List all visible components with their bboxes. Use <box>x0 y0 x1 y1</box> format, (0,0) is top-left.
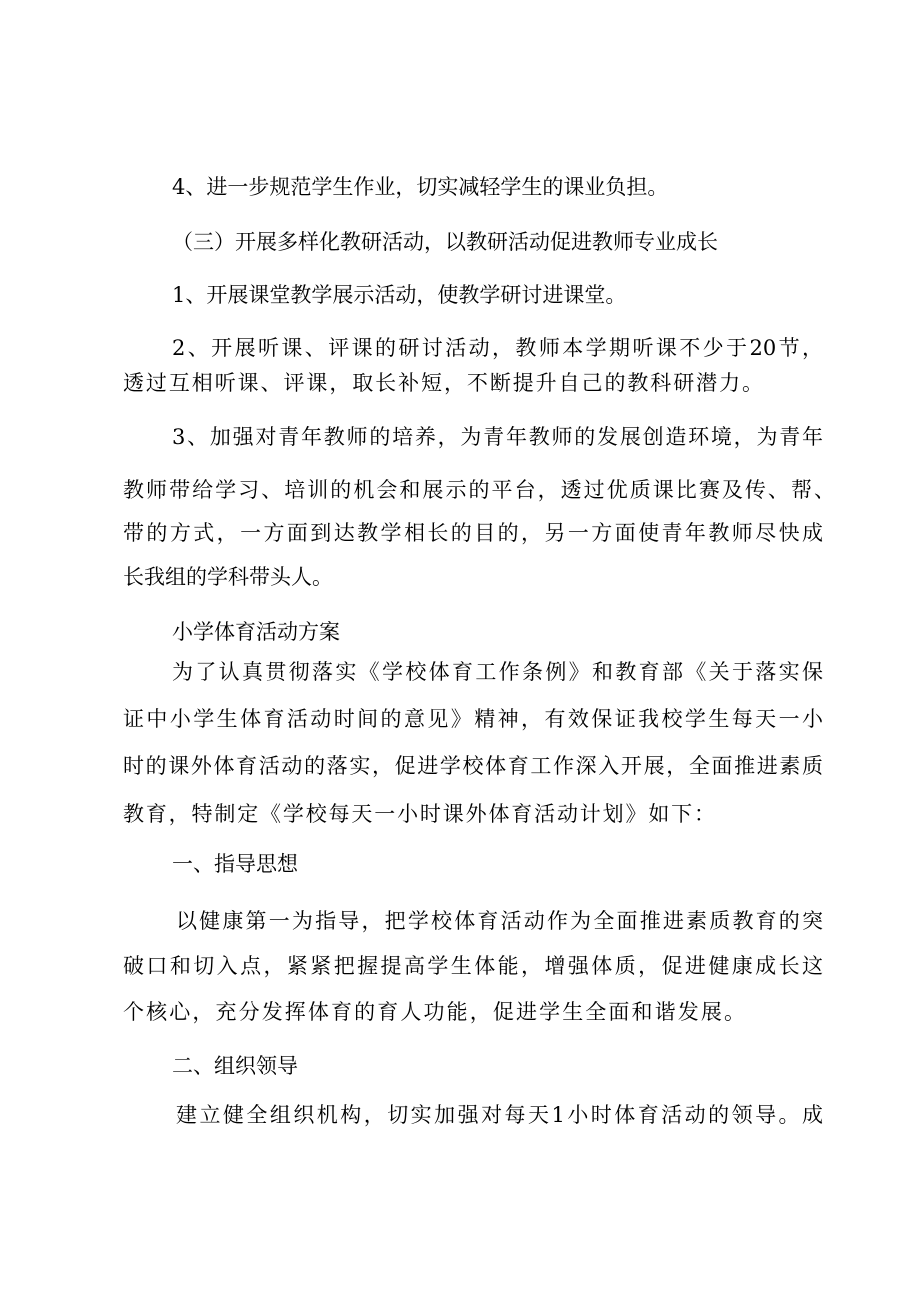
text-line: 3、加强对青年教师的培养，为青年教师的发展创造环境，为青年 <box>172 425 823 449</box>
section-heading: （三）开展多样化教研活动，以教研活动促进教师专业成长 <box>172 230 718 254</box>
text-line: 建立健全组织机构，切实加强对每天1小时体育活动的领导。成 <box>176 1103 823 1127</box>
text-line: 为了认真贯彻落实《学校体育工作条例》和教育部《关于落实保 <box>172 660 823 684</box>
text-line: 长我组的学科带头人。 <box>123 565 333 589</box>
text-line: 破口和切入点，紧紧把握提高学生体能，增强体质，促进健康成长这 <box>123 954 823 978</box>
document-title: 小学体育活动方案 <box>172 620 340 644</box>
section-heading: 一、指导思想 <box>172 852 298 876</box>
text-line: 证中小学生体育活动时间的意见》精神，有效保证我校学生每天一小 <box>123 707 823 731</box>
section-heading: 二、组织领导 <box>172 1054 298 1078</box>
text-line: 教师带给学习、培训的机会和展示的平台，透过优质课比赛及传、帮、 <box>123 478 835 502</box>
text-line: 2、开展听课、评课的研讨活动，教师本学期听课不少于20节， <box>172 336 823 360</box>
text-line: 教育，特制定《学校每天一小时课外体育活动计划》如下： <box>123 802 715 826</box>
text-line: 透过互相听课、评课，取长补短，不断提升自己的教科研潜力。 <box>123 371 763 395</box>
text-line: 1、开展课堂教学展示活动，使教学研讨进课堂。 <box>172 283 627 307</box>
text-line: 带的方式，一方面到达教学相长的目的，另一方面使青年教师尽快成 <box>123 521 823 545</box>
text-line: 时的课外体育活动的落实，促进学校体育工作深入开展，全面推进素质 <box>123 754 823 778</box>
text-line: 以健康第一为指导，把学校体育活动作为全面推进素质教育的突 <box>176 909 823 933</box>
text-line: 4、进一步规范学生作业，切实减轻学生的课业负担。 <box>172 175 669 199</box>
text-line: 个核心，充分发挥体育的育人功能，促进学生全面和谐发展。 <box>123 1000 745 1024</box>
